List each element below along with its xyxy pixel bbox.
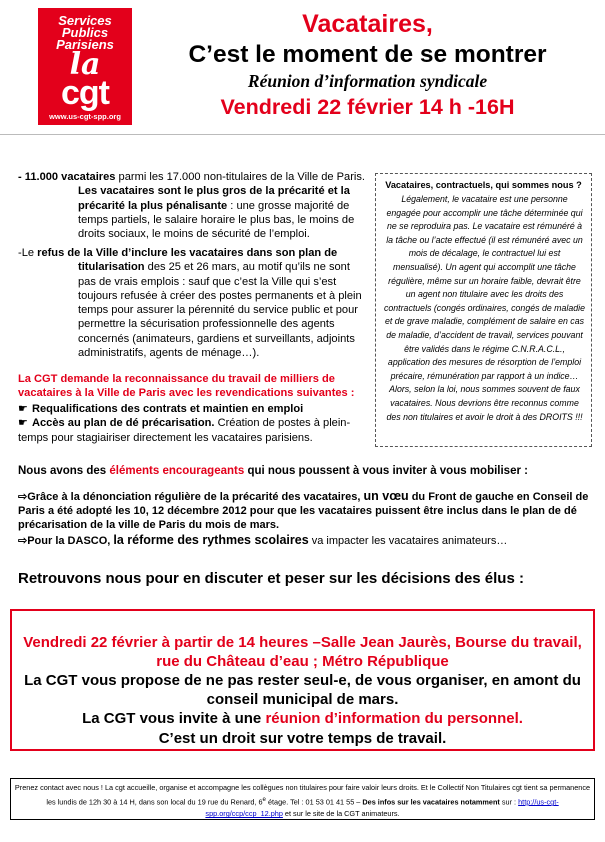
paragraph-11000-vacataires <box>18 170 370 241</box>
cgt-logo <box>38 8 132 125</box>
p2-rest: des 25 et 26 mars, au motif qu’ils ne sont pas de vrais emplois : sauf que c’est la Ville qui s’est toujours refusée à créer des postes permanents et à plein temps pour assurer la pérennité du service public et pour permettre la sécurisation professionnelle des agents concernés (animateurs, gardiens et surveillants, adjoints administratifs, agents de ménage…). <box>78 261 362 360</box>
p2-lead: -Le <box>18 247 38 259</box>
meeting-box <box>10 609 595 751</box>
arrow-icon: ⇨ <box>18 534 28 547</box>
point-item: ⇨Grâce à la dénonciation régulière de la précarité des vacataires, un vœu du Front de gauche en Conseil de Paris a été adopté les 10, 12 décembre 2012 pour que les vacataires puissent être inclus dans le plan de dé précarisation de la ville de Paris du mois de mars. <box>18 489 589 532</box>
logo-cgt: cgt <box>61 74 109 112</box>
header-date: Vendredi 22 février 14 h -16H <box>220 95 515 119</box>
footer-link[interactable]: http://us-cgt-spp.org/ccp/ccp_12.php <box>205 797 559 819</box>
header-title-vacataires: Vacataires, <box>302 10 433 38</box>
meeting-right: C’est un droit sur votre temps de travail. <box>158 730 447 747</box>
logo-la: la <box>69 47 101 82</box>
header-title-moment: C’est le moment de se montrer <box>188 41 547 68</box>
meeting-invite: La CGT vous invite à une réunion d’information du personnel. <box>82 710 523 727</box>
p1-lead: - 11.000 vacataires <box>18 171 116 183</box>
call-to-action: Retrouvons nous pour en discuter et peser sur les décisions des élus : <box>18 570 524 587</box>
definition-box <box>375 173 592 447</box>
definition-box-title: Vacataires, contractuels, qui sommes nous ? <box>385 180 582 190</box>
encouraging-points <box>18 489 593 548</box>
p1-bold: Les vacataires sont le plus gros de la précarité et la précarité la plus pénalisante <box>78 185 350 212</box>
paragraph-cgt-demande: La CGT demande la reconnaissance du travail de milliers de vacataires à la Ville de Paris avec les revendications suivantes : <box>18 373 355 400</box>
meeting-proposal: La CGT vous propose de ne pas rester seul-e, de vous organiser, en amont du conseil municipal de mars. <box>24 672 581 708</box>
p2-bold: refus de la Ville d’inclure les vacataires dans son plan de titularisation <box>37 247 338 274</box>
header-subtitle: Réunion d’information syndicale <box>247 71 488 91</box>
logo-url: www.us-cgt-spp.org <box>49 112 121 121</box>
logo-line-parisiens: Parisiens <box>56 37 114 52</box>
point-item: ⇨Pour la DASCO, la réforme des rythmes scolaires va impacter les vacataires animateurs… <box>18 532 508 547</box>
pointing-hand-icon: ☛ <box>18 403 28 415</box>
demand-item: ☛ Requalifications des contrats et maintien en emploi <box>18 403 304 415</box>
logo-line-publics: Publics <box>61 25 109 40</box>
demand-item: ☛ Accès au plan de dé précarisation. Création de postes à plein-temps pour stagiairiser directement les vacataires parisiens. <box>18 417 351 444</box>
encouraging-elements-heading: Nous avons des éléments encourageants qui nous poussent à vous inviter à vous mobiliser : <box>18 465 528 477</box>
p1-text: parmi les 17.000 non-titulaires de la Ville de Paris. <box>115 171 366 183</box>
arrow-icon: ⇨ <box>18 491 28 503</box>
encouraging-highlight: éléments encourageants <box>109 465 245 477</box>
pointing-hand-icon: ☛ <box>18 417 28 430</box>
header-divider <box>0 134 605 135</box>
meeting-location: Vendredi 22 février à partir de 14 heures –Salle Jean Jaurès, Bourse du travail, rue du Château d’eau ; Métro République <box>23 634 582 670</box>
demands-list <box>18 402 370 445</box>
footer-contact: Prenez contact avec nous ! La cgt accueille, organise et accompagne les collègues non titulaires pour faire valoir leurs droits. Et le Collectif Non Titulaires cgt tient sa permanence les lundis de 12h 30 à 14 H, dans son local du 19 rue du Renard, 6e étage. Tel : 01 53 01 41 55 – Des infos sur les vacataires notamment sur : http://us-cgt-spp.org/ccp/ccp_12.php et sur le site de la CGT animateurs. <box>10 778 595 820</box>
paragraph-refus-titularisation <box>18 246 370 360</box>
p1-rest: : une grosse majorité de temps partiels, le salaire horaire le plus bas, le moins de droits sociaux, le moins de sécurité de l’emploi. <box>78 199 355 241</box>
logo-line-services: Services <box>58 13 112 28</box>
definition-box-body: Légalement, le vacataire est une personne engagée pour accomplir une tâche déterminée qui ne se reproduira pas. Le vacataire est rémunéré à la tâche ou l’acte effectué (il est rémunéré avec un mois de décalage, le contractuel lui est mensualisé). Un agent qui accomplit une tâche régulière, même sur un horaire faible, devrait être un agent non titulaire avec les droits des contractuels (congés ordinaires, congés de maladie et de grave maladie, complément de salaire en cas de maladie, d’accident de travail, services pouvant être validés dans le régime C.N.R.A.C.L., application des mesures de résorption de l’emploi précaire, rémunération par rapport à un indice… Alors, selon la loi, nous sommes souvent de faux vacataires. Nous devrions être reconnus comme des non titulaires et avoir le droit à des DROITS !!! <box>384 194 585 422</box>
